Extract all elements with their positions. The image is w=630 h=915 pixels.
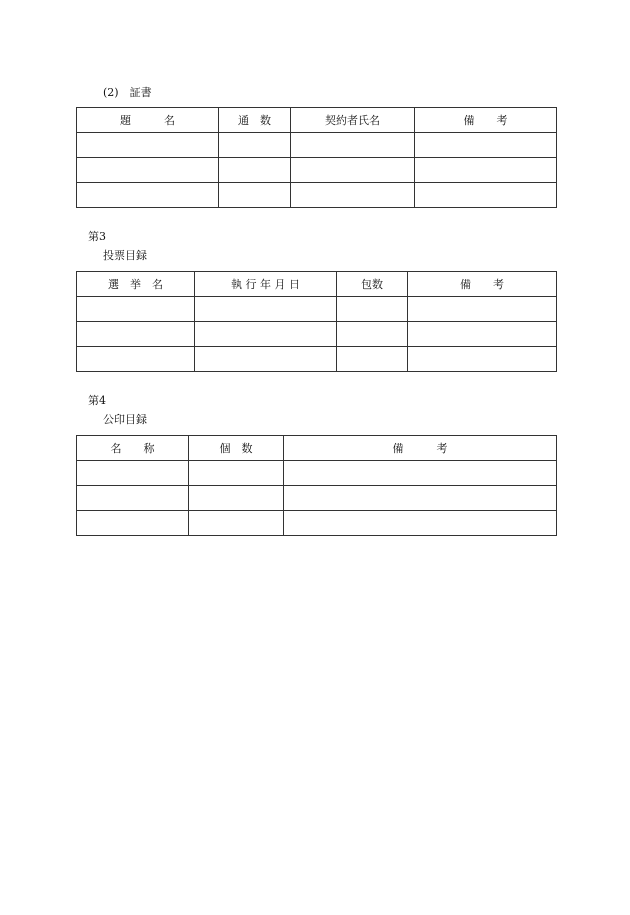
section-number-4: 第4 [88, 394, 106, 407]
table-cell [291, 183, 415, 208]
table-row [77, 486, 557, 511]
seal-table [76, 435, 557, 536]
section-heading-certificates: (2) 証書 [103, 86, 152, 99]
table-cell [291, 158, 415, 183]
table-row [77, 183, 557, 208]
column-header-remarks: 備 考 [284, 436, 557, 461]
column-header-remarks: 備 考 [415, 108, 557, 133]
table-cell [77, 486, 189, 511]
column-header-contractor: 契約者氏名 [291, 108, 415, 133]
column-header-copies: 通 数 [219, 108, 291, 133]
table-cell [337, 297, 408, 322]
table-cell [195, 322, 337, 347]
table-cell [77, 158, 219, 183]
table-cell [77, 297, 195, 322]
table-cell [415, 158, 557, 183]
table-row [77, 461, 557, 486]
section-number-3: 第3 [88, 230, 106, 243]
table-cell [77, 347, 195, 372]
column-header-title: 題 名 [77, 108, 219, 133]
table-cell [337, 322, 408, 347]
table-header-row [77, 108, 557, 133]
table-cell [291, 133, 415, 158]
table-row [77, 347, 557, 372]
table-row [77, 158, 557, 183]
table-cell [195, 347, 337, 372]
table-cell [77, 511, 189, 536]
ballot-table [76, 271, 557, 372]
table-cell [408, 322, 557, 347]
section-title-ballot-list: 投票目録 [103, 249, 147, 262]
table-row [77, 511, 557, 536]
table-header-row [77, 272, 557, 297]
table-cell [284, 486, 557, 511]
table-cell [195, 297, 337, 322]
table-cell [77, 183, 219, 208]
column-header-name: 名 称 [77, 436, 189, 461]
table-cell [189, 461, 284, 486]
column-header-execution-date: 執 行 年 月 日 [195, 272, 337, 297]
table-cell [219, 183, 291, 208]
table-cell [408, 297, 557, 322]
table-cell [77, 322, 195, 347]
table-cell [415, 183, 557, 208]
table-cell [219, 158, 291, 183]
table-cell [189, 511, 284, 536]
table-row [77, 133, 557, 158]
table-cell [337, 347, 408, 372]
table-cell [189, 486, 284, 511]
column-header-remarks: 備 考 [408, 272, 557, 297]
table-cell [77, 133, 219, 158]
table-cell [284, 461, 557, 486]
certificates-table [76, 107, 557, 208]
column-header-packages: 包数 [337, 272, 408, 297]
table-row [77, 297, 557, 322]
table-cell [284, 511, 557, 536]
table-cell [408, 347, 557, 372]
table-row [77, 322, 557, 347]
table-cell [219, 133, 291, 158]
column-header-election: 選 挙 名 [77, 272, 195, 297]
table-cell [77, 461, 189, 486]
table-header-row [77, 436, 557, 461]
table-cell [415, 133, 557, 158]
column-header-count: 個 数 [189, 436, 284, 461]
section-title-seal-list: 公印目録 [103, 413, 147, 426]
